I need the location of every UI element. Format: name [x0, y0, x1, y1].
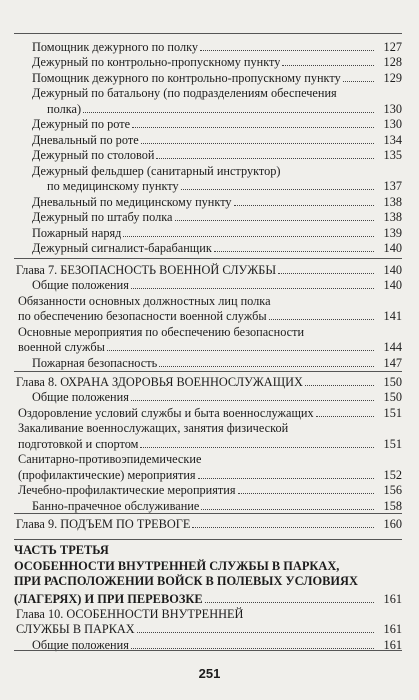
dot-leader [269, 319, 374, 320]
toc-entry [14, 178, 402, 194]
dot-leader [200, 50, 374, 51]
dot-leader [343, 81, 374, 82]
divider-rule [14, 371, 402, 372]
bottom-rule [14, 650, 402, 651]
toc-entry-title: Дежурный по роте [32, 117, 131, 131]
toc-entry-title: по медицинскому пункту [47, 179, 179, 193]
toc-entry [14, 193, 402, 209]
toc-entry [14, 38, 402, 54]
toc-entry [14, 292, 402, 308]
toc-entry [14, 69, 402, 85]
dot-leader [214, 251, 374, 252]
toc-block-chapter-7 [14, 261, 402, 370]
toc-page-number: 130 [383, 117, 402, 131]
toc-entry-title: Обязанности основных должностных лиц полка [18, 293, 271, 308]
toc-entry-title: Дневальный по роте [32, 132, 139, 147]
dot-leader [159, 366, 374, 367]
toc-entry-title: Дежурный по столовой [32, 148, 155, 162]
toc-page-number: 128 [383, 55, 402, 69]
toc-entry-title: военной службы [18, 340, 105, 354]
part-title-line: ОСОБЕННОСТИ ВНУТРЕННЕЙ СЛУЖБЫ В ПАРКАХ, [14, 558, 340, 573]
divider-rule [14, 513, 402, 514]
toc-entry [14, 482, 402, 498]
toc-page-number: 137 [383, 179, 402, 193]
toc-page-number: 161 [383, 622, 402, 636]
toc-entry-title: Помощник дежурного по контрольно-пропускному пункту [32, 70, 341, 85]
dot-leader [137, 632, 374, 633]
part-three-section [14, 543, 402, 606]
dot-leader [141, 143, 374, 144]
toc-page-number: 140 [383, 241, 402, 255]
toc-entry-title: Глава 10. ОСОБЕННОСТИ ВНУТРЕННЕЙ [16, 606, 244, 621]
dot-leader [278, 273, 374, 274]
toc-entry [14, 420, 402, 436]
dot-leader [305, 385, 374, 386]
toc-page-number: 127 [383, 39, 402, 54]
toc-entry [14, 162, 402, 178]
toc-entry-title: Дневальный по медицинскому пункту [32, 194, 232, 209]
toc-entry [14, 590, 402, 606]
toc-entry-title: Глава 8. ОХРАНА ЗДОРОВЬЯ ВОЕННОСЛУЖАЩИХ [16, 374, 303, 389]
toc-entry [14, 116, 402, 132]
top-rule [14, 33, 402, 34]
part-heading: ЧАСТЬ ТРЕТЬЯ [14, 543, 109, 557]
toc-entry [14, 404, 402, 420]
divider-rule [14, 539, 402, 540]
toc-entry-title: полка) [47, 101, 82, 116]
toc-block-chapter-10 [14, 605, 402, 652]
dot-leader [198, 478, 374, 479]
toc-page-number: 140 [383, 262, 402, 277]
toc-entry-title: по обеспечению безопасности военной службы [18, 309, 267, 323]
toc-page-number: 130 [383, 101, 402, 116]
dot-leader [140, 447, 374, 448]
toc-page-number: 160 [383, 516, 402, 531]
dot-leader [131, 400, 374, 401]
toc-entry-title: Общие положения [32, 637, 129, 652]
dot-leader [181, 189, 374, 190]
toc-entry [14, 85, 402, 101]
toc-page-number: 161 [383, 591, 402, 606]
dot-leader [192, 527, 374, 528]
toc-entry [14, 435, 402, 451]
toc-entry-title: Санитарно-противоэпидемические [18, 452, 202, 466]
toc-page-number: 141 [383, 309, 402, 323]
toc-entry-title: Банно-прачечное обслуживание [32, 498, 200, 513]
dot-leader [234, 205, 374, 206]
toc-entry-title: Дежурный по штабу полка [32, 210, 173, 224]
toc-entry [14, 389, 402, 405]
toc-entry [14, 497, 402, 513]
page-number: 251 [198, 666, 221, 681]
toc-page-number: 135 [383, 148, 402, 162]
toc-entry [14, 277, 402, 293]
dot-leader [205, 602, 374, 603]
toc-entry [14, 605, 402, 621]
toc-entry-title: Глава 9. ПОДЪЕМ ПО ТРЕВОГЕ [16, 516, 191, 531]
dot-leader [238, 493, 374, 494]
toc-page-number: 158 [383, 498, 402, 513]
toc-block-chapter-8 [14, 373, 402, 513]
dot-leader [131, 648, 374, 649]
toc-entry-title: Закаливание военнослужащих, занятия физической [18, 421, 289, 435]
toc-page-number: 138 [383, 210, 402, 224]
toc-entry [14, 339, 402, 355]
toc-entry [14, 54, 402, 70]
dot-leader [107, 350, 374, 351]
dot-leader [156, 158, 374, 159]
toc-entry-title: Помощник дежурного по полку [32, 39, 199, 54]
toc-page-number: 151 [383, 405, 402, 420]
dot-leader [131, 288, 374, 289]
toc-page-number: 144 [383, 340, 402, 354]
dot-leader [123, 236, 374, 237]
dot-leader [132, 127, 374, 128]
toc-entry-title: Оздоровление условий службы и быта военнослужащих [18, 405, 314, 420]
toc-entry [14, 209, 402, 225]
toc-entry-title: Дежурный по контрольно-пропускному пункту [32, 55, 281, 69]
toc-entry [14, 515, 402, 531]
toc-page-number: 152 [383, 467, 402, 482]
dot-leader [201, 509, 374, 510]
toc-entry-title: Лечебно-профилактические мероприятия [18, 483, 236, 497]
toc-page-number: 139 [383, 225, 402, 240]
toc-entry [14, 224, 402, 240]
toc-entry [14, 451, 402, 467]
toc-entry [14, 308, 402, 324]
toc-entry-title: (профилактические) мероприятия [18, 467, 196, 482]
toc-page-number: 161 [383, 637, 402, 652]
toc-page-number: 150 [383, 390, 402, 404]
toc-entry-title: подготовкой и спортом [18, 436, 139, 451]
toc-entry [14, 240, 402, 256]
toc-entry [14, 373, 402, 389]
toc-entry [14, 131, 402, 147]
toc-page-number: 147 [383, 355, 402, 370]
toc-entry [14, 147, 402, 163]
toc-entry-title: Дежурный фельдшер (санитарный инструктор) [32, 163, 281, 178]
dot-leader [316, 416, 374, 417]
divider-rule [14, 258, 402, 259]
toc-entry [14, 621, 402, 637]
toc-entry [14, 323, 402, 339]
toc-page-number: 138 [383, 194, 402, 209]
dot-leader [83, 112, 374, 113]
toc-entry-title: Дежурный по батальону (по подразделениям обеспечения [32, 86, 337, 100]
toc-entry [14, 100, 402, 116]
toc-entry-title: Общие положения [32, 278, 129, 292]
toc-block-chapter-9 [14, 515, 402, 531]
toc-page-number: 140 [383, 278, 402, 292]
toc-entry-title: Пожарный наряд [32, 225, 122, 240]
part-title-line: ПРИ РАСПОЛОЖЕНИИ ВОЙСК В ПОЛЕВЫХ УСЛОВИЯХ [14, 574, 358, 588]
toc-page-number: 156 [383, 483, 402, 497]
dot-leader [282, 65, 374, 66]
toc-block-duty [14, 38, 402, 255]
part-title-line: (ЛАГЕРЯХ) И ПРИ ПЕРЕВОЗКЕ [14, 591, 203, 606]
dot-leader [175, 220, 374, 221]
toc-entry [14, 466, 402, 482]
toc-entry-title: СЛУЖБЫ В ПАРКАХ [16, 622, 135, 636]
toc-page-number: 134 [383, 132, 402, 147]
toc-page-number: 150 [383, 374, 402, 389]
toc-entry-title: Основные мероприятия по обеспечению безопасности [18, 324, 305, 339]
toc-page-number: 151 [383, 436, 402, 451]
toc-entry-title: Дежурный сигналист-барабанщик [32, 241, 212, 255]
toc-entry-title: Глава 7. БЕЗОПАСНОСТЬ ВОЕННОЙ СЛУЖБЫ [16, 262, 277, 277]
toc-entry-title: Общие положения [32, 390, 129, 404]
toc-page-number: 129 [383, 70, 402, 85]
toc-entry [14, 354, 402, 370]
toc-entry-title: Пожарная безопасность [32, 355, 158, 370]
toc-entry [14, 261, 402, 277]
